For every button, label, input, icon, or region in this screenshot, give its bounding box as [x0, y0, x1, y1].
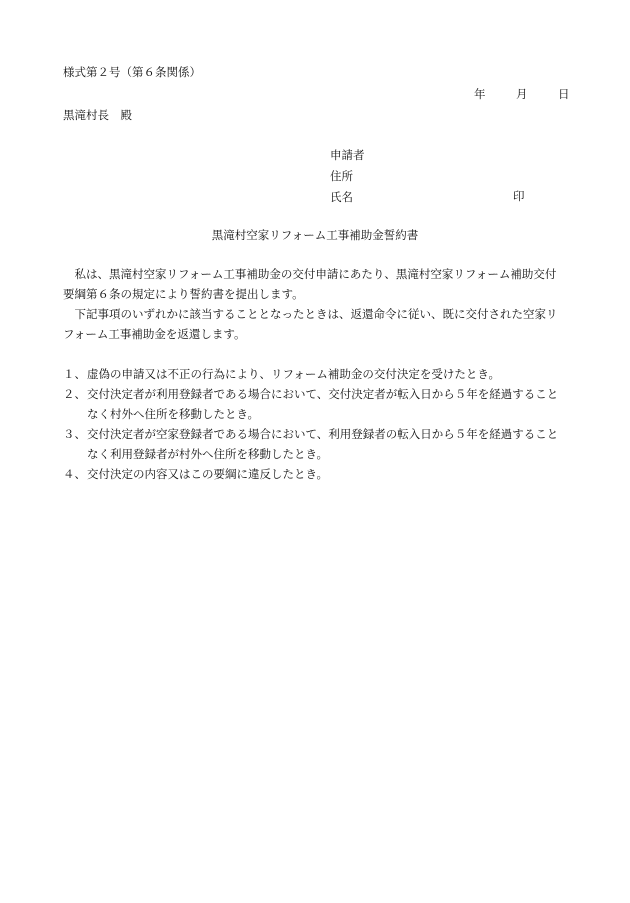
- item-number: ４、: [63, 467, 86, 481]
- date-line: [474, 84, 570, 104]
- name-label: 氏名: [330, 190, 353, 204]
- recipient: 黒滝村長 殿: [63, 108, 132, 122]
- item-number: １、: [63, 367, 86, 381]
- item-text: なく村外へ住所を移動したとき。: [87, 407, 260, 421]
- applicant-block: [330, 145, 365, 208]
- pledge-body: [63, 264, 569, 344]
- date-day: 日: [558, 87, 570, 101]
- list-item-continuation: [63, 404, 573, 424]
- item-text: 交付決定の内容又はこの要綱に違反したとき。: [87, 467, 329, 481]
- item-number: ２、: [63, 387, 86, 401]
- seal-mark: 印: [513, 189, 525, 203]
- document-title: 黒滝村空家リフォーム工事補助金誓約書: [211, 228, 419, 242]
- applicant-heading: 申請者: [330, 148, 365, 162]
- paragraph-1-line-1: 私は、黒滝村空家リフォーム工事補助金の交付申請にあたり、黒滝村空家リフォーム補助交付: [74, 267, 557, 281]
- item-text: 交付決定者が空家登録者である場合において、利用登録者の転入日から５年を経過すること: [87, 427, 559, 441]
- paragraph-2-line-1: 下記事項のいずれかに該当することとなったときは、返還命令に従い、既に交付された空家リ: [74, 307, 558, 321]
- list-item: [63, 384, 573, 404]
- list-item-continuation: [63, 444, 573, 464]
- list-item: [63, 424, 573, 444]
- paragraph-1-line-2: 要綱第６条の規定により誓約書を提出します。: [63, 287, 304, 301]
- item-text: なく利用登録者が村外へ住所を移動したとき。: [87, 447, 329, 461]
- date-year: 年: [474, 87, 486, 101]
- address-label: 住所: [330, 169, 353, 183]
- paragraph-2-line-2: フォーム工事補助金を返還します。: [63, 327, 246, 341]
- list-item: [63, 364, 573, 384]
- item-number: ３、: [63, 427, 86, 441]
- date-month: 月: [516, 87, 528, 101]
- item-text: 交付決定者が利用登録者である場合において、交付決定者が転入日から５年を経過すること: [87, 387, 559, 401]
- conditions-list: [63, 364, 573, 484]
- form-number: 様式第２号（第６条関係）: [63, 65, 201, 79]
- list-item: [63, 464, 573, 484]
- item-text: 虚偽の申請又は不正の行為により、リフォーム補助金の交付決定を受けたとき。: [87, 367, 500, 381]
